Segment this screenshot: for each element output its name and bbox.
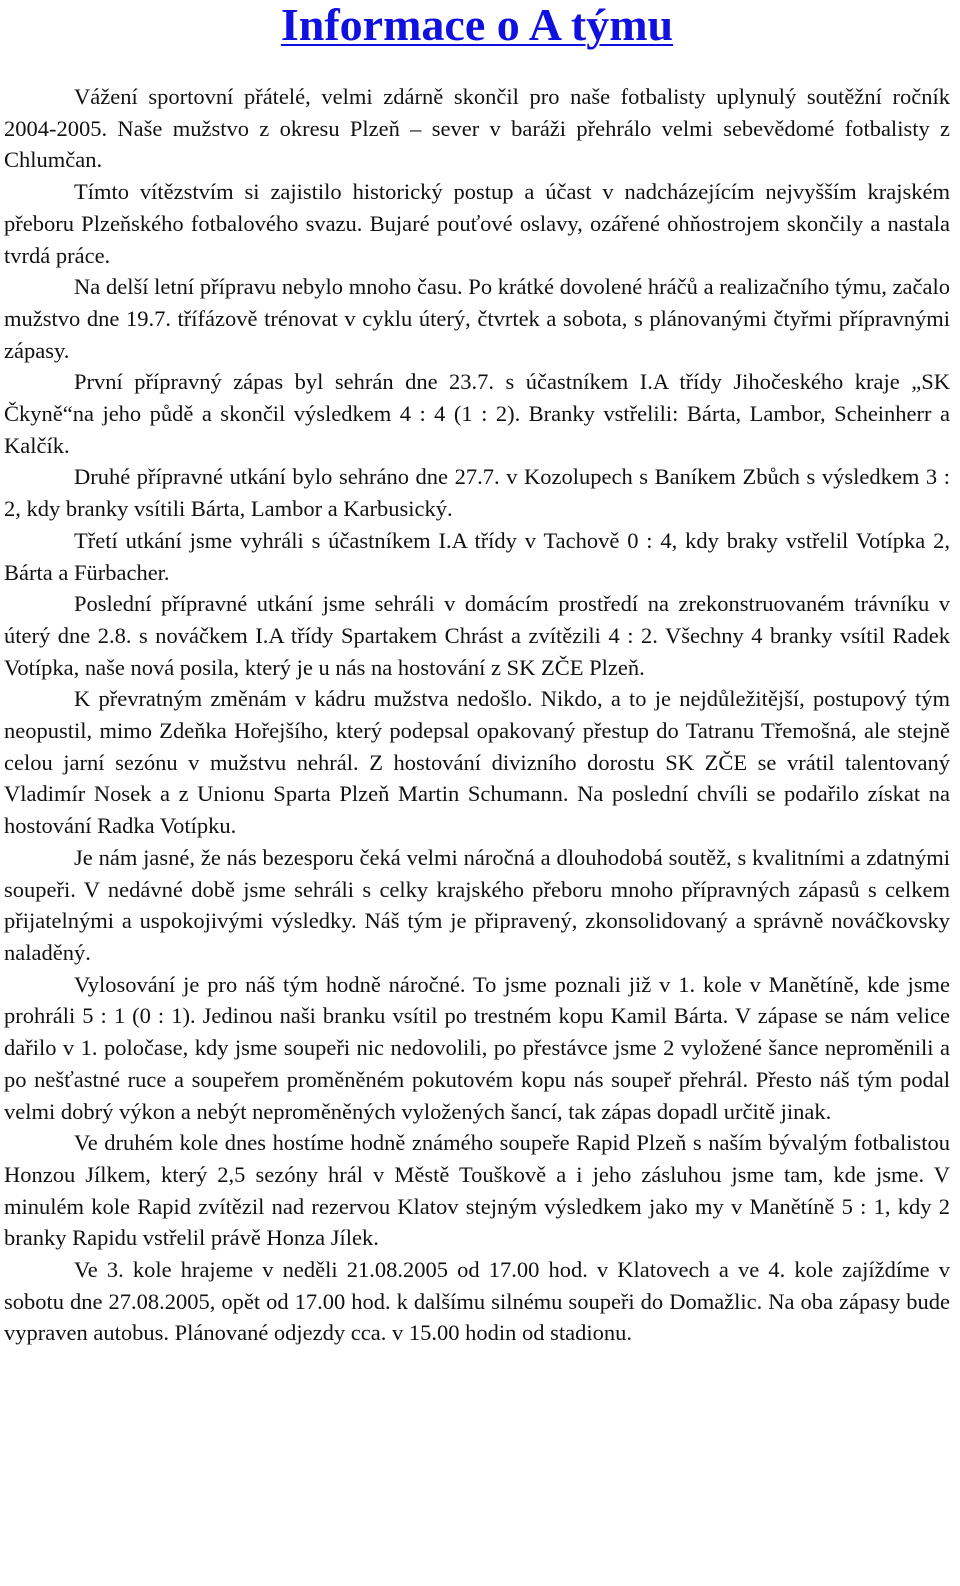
paragraph-6: Třetí utkání jsme vyhráli s účastníkem I.A třídy v Tachově 0 : 4, kdy braky vstřelil Votípka 2, Bárta a Fürbacher. <box>4 527 950 585</box>
paragraph-3: Na delší letní přípravu nebylo mnoho času. Po krátké dovolené hráčů a realizačního týmu, začalo mužstvo dne 19.7. třífázově trénovat v cyklu úterý, čtvrtek a sobota, s plánovanými čtyřmi přípravnými zápasy. <box>4 274 950 363</box>
paragraph-10: Vylosování je pro náš tým hodně náročné. To jsme poznali již v 1. kole v Manětíně, kde jsme prohráli 5 : 1 (0 : 1). Jedinou naši branku vsítil po trestném kopu Kamil Bárta. V zápase se nám velice dařilo v 1. poločase, kdy jsme soupeři nic nedovolili, po přestávce jsme 2 vyložené šance neproměnili a po nešťastné ruce a soupeřem proměněném pokutovém kopu nás soupeř přehrál. Přesto náš tým podal velmi dobrý výkon a nebýt neproměněných vyložených šancí, tak zápas dopadl určitě jinak. <box>4 971 950 1124</box>
paragraph-2: Tímto vítězstvím si zajistilo historický postup a účast v nadcházejícím nejvyšším krajském přeboru Plzeňského fotbalového svazu. Bujaré pouťové oslavy, ozářené ohňostrojem skončily a nastala tvrdá práce. <box>4 179 950 268</box>
page-title: Informace o A týmu <box>280 0 674 50</box>
paragraph-8: K převratným změnám v kádru mužstva nedošlo. Nikdo, a to je nejdůležitější, postupový tým neopustil, mimo Zdeňka Hořejšího, který podepsal opakovaný přestup do Tatranu Třemošná, ale stejně celou jarní sezónu v mužstvu nehrál. Z hostování divizního dorostu SK ZČE se vrátil talentovaný Vladimír Nosek a z Unionu Sparta Plzeň Martin Schumann. Na poslední chvíli se podařilo získat na hostování Radka Votípku. <box>4 686 950 839</box>
paragraph-1: Vážení sportovní přátelé, velmi zdárně skončil pro naše fotbalisty uplynulý soutěžní ročník 2004-2005. Naše mužstvo z okresu Plzeň – sever v baráži přehrálo velmi sebevědomé fotbalisty z Chlumčan. <box>4 84 950 173</box>
article-body <box>4 81 950 1349</box>
paragraph-7: Poslední přípravné utkání jsme sehráli v domácím prostředí na zrekonstruovaném trávníku v úterý dne 2.8. s nováčkem I.A třídy Spartakem Chrást a zvítězili 4 : 2. Všechny 4 branky vsítil Radek Votípka, naše nová posila, který je u nás na hostování z SK ZČE Plzeň. <box>4 591 950 680</box>
paragraph-12: Ve 3. kole hrajeme v neděli 21.08.2005 od 17.00 hod. v Klatovech a ve 4. kole zajíždíme v sobotu dne 27.08.2005, opět od 17.00 hod. k dalšímu silnému soupeři do Domažlic. Na oba zápasy bude vypraven autobus. Plánované odjezdy cca. v 15.00 hodin od stadionu. <box>4 1257 950 1346</box>
paragraph-5: Druhé přípravné utkání bylo sehráno dne 27.7. v Kozolupech s Baníkem Zbůch s výsledkem 3 : 2, kdy branky vsítili Bárta, Lambor a Karbusický. <box>4 464 950 522</box>
paragraph-9: Je nám jasné, že nás bezesporu čeká velmi náročná a dlouhodobá soutěž, s kvalitními a zdatnými soupeři. V nedávné době jsme sehráli s celky krajského přeboru mnoho přípravných zápasů s celkem přijatelnými a uspokojivými výsledky. Náš tým je připravený, zkonsolidovaný a správně nováčkovsky naladěný. <box>4 844 950 965</box>
paragraph-4: První přípravný zápas byl sehrán dne 23.7. s účastníkem I.A třídy Jihočeského kraje „SK Čkyně“na jeho půdě a skončil výsledkem 4 : 4 (1 : 2). Branky vstřelili: Bárta, Lambor, Scheinherr a Kalčík. <box>4 369 950 458</box>
paragraph-11: Ve druhém kole dnes hostíme hodně známého soupeře Rapid Plzeň s naším bývalým fotbalistou Honzou Jílkem, který 2,5 sezóny hrál v Městě Touškově a i jeho zásluhou jsme tam, kde jsme. V minulém kole Rapid zvítězil nad rezervou Klatov stejným výsledkem jako my v Manětíně 5 : 1, kdy 2 branky Rapidu vstřelil právě Honza Jílek. <box>4 1130 950 1251</box>
